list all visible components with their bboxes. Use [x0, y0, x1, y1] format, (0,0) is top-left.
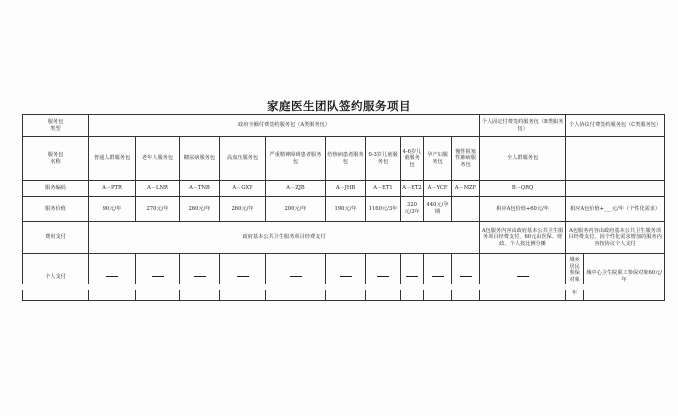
- table-cell: [89, 254, 136, 301]
- table-row: [23, 181, 665, 197]
- row-label: 服务价值: [23, 197, 89, 222]
- table-cell: 糖尿病服务包: [180, 137, 220, 181]
- table-cell: A－PTR: [89, 181, 136, 197]
- table-cell: [424, 254, 452, 301]
- table-cell: A－ET1: [366, 181, 401, 197]
- header-cell: 政府全额付费签约服务包（A类服务包）: [89, 115, 480, 137]
- dash-mark: [406, 276, 418, 277]
- table-cell: [452, 254, 480, 301]
- row-label: 服务包 名称: [23, 137, 89, 181]
- table-cell: 普通人群服务包: [89, 137, 136, 181]
- table-cell: [266, 254, 326, 301]
- table-cell: A－MZF: [452, 181, 480, 197]
- table-cell: 4-6岁儿童服务包: [401, 137, 424, 181]
- dash-mark: [237, 276, 249, 277]
- table-row: [23, 222, 665, 254]
- dash-mark: [152, 276, 164, 277]
- table-row: [23, 137, 665, 181]
- table-cell: 相应A包价值+60元/年: [480, 197, 566, 222]
- table-cell: 1160元/3年: [366, 197, 401, 222]
- table-cell: A包服务内容由政府基本公共卫生服务项目经费支付，60元由医保、财政、个人按比例分摊: [480, 222, 566, 254]
- dash-mark: [517, 276, 529, 277]
- dash-mark: [432, 276, 444, 277]
- row-label: 个人支付: [23, 254, 89, 301]
- table-cell: 全人群服务包: [480, 137, 566, 181]
- row-label: 费用支付: [23, 222, 89, 254]
- table-cell: 190元/年: [326, 197, 366, 222]
- header-cell: 个人固定付费签约服务包（B类服务包）: [480, 115, 566, 137]
- table-cell: 260元/年: [220, 197, 266, 222]
- table-cell: [566, 181, 665, 197]
- table-cell: 320元/3年: [401, 197, 424, 222]
- table-row: [23, 115, 665, 137]
- table-row: [23, 197, 665, 222]
- header-cell: 个人协议付费签约服务包（C类服务包）: [566, 115, 665, 137]
- table-cell: 200元/年: [266, 197, 326, 222]
- dash-mark: [290, 276, 302, 277]
- dash-mark: [194, 276, 206, 277]
- page-title: 家庭医生团队签约服务项目: [267, 99, 411, 113]
- table-cell: 90元/年: [89, 197, 136, 222]
- dash-mark: [460, 276, 472, 277]
- table-cell: [220, 254, 266, 301]
- table-cell: A－TNB: [180, 181, 220, 197]
- table-cell: 0-3岁儿童服务包: [366, 137, 401, 181]
- table-cell: A包服务内容由政府基本公共卫生服务项目经费支付，因个性化需求增加的服务内容按协议个人支付: [566, 222, 665, 254]
- table-cell: [480, 254, 566, 301]
- table-cell: 慢性阻塞性肺病服务包: [452, 137, 480, 181]
- table-cell: [136, 254, 180, 301]
- dash-mark: [106, 276, 118, 277]
- table-cell: [366, 254, 401, 301]
- table-cell: 严重精神障碍患者服务包: [266, 137, 326, 181]
- table-cell: 城乡居民参保对象 年: [566, 254, 584, 301]
- table-cell: 相应A包价值+___元/年（个性化需求）: [566, 197, 665, 222]
- table-cell: A－ZJB: [266, 181, 326, 197]
- table-cell: 270元/年: [136, 197, 180, 222]
- header-cell: 服务包 类型: [23, 115, 89, 137]
- table-cell: 孕产妇服务包: [424, 137, 452, 181]
- table-cell: [401, 254, 424, 301]
- table-cell: [326, 254, 366, 301]
- table-cell: 老年人服务包: [136, 137, 180, 181]
- table-cell: 260元/年: [180, 197, 220, 222]
- dash-mark: [377, 276, 389, 277]
- table-cell: B－QRQ: [480, 181, 566, 197]
- table-cell: 440元/孕期: [424, 197, 452, 222]
- row-label: 服务编码: [23, 181, 89, 197]
- table-cell: A－YCF: [424, 181, 452, 197]
- table-cell: 城中心卫生院职工参保对象60元/年: [584, 254, 665, 301]
- table-row: [23, 254, 665, 301]
- table-cell: A－JHB: [326, 181, 366, 197]
- table-cell: [452, 197, 480, 222]
- table-cell: A－ET2: [401, 181, 424, 197]
- service-table: [22, 114, 665, 301]
- table-cell: 结核病患者服务包: [326, 137, 366, 181]
- dash-mark: [340, 276, 352, 277]
- table-cell: A－LNR: [136, 181, 180, 197]
- table-cell: 政府基本公共卫生服务项目经费支付: [89, 222, 480, 254]
- table-cell: [566, 137, 665, 181]
- table-cell: [180, 254, 220, 301]
- table-cell: 高血压服务包: [220, 137, 266, 181]
- page-cutoff: [22, 284, 664, 290]
- table-cell: A－GXY: [220, 181, 266, 197]
